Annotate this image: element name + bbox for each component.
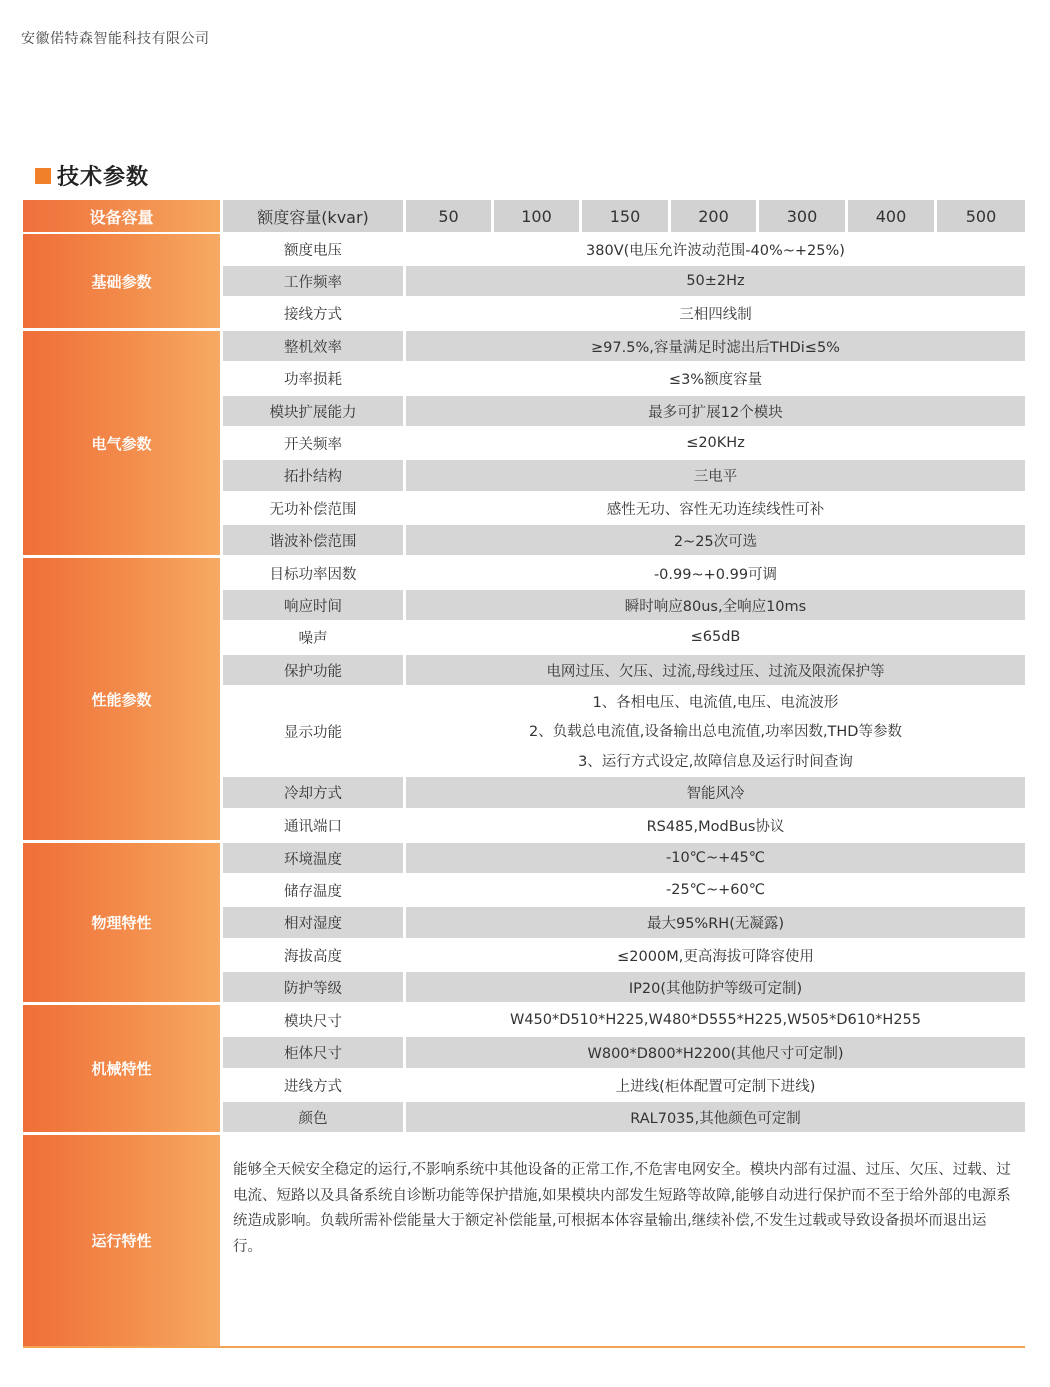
row-value: RS485,ModBus协议 [646, 818, 785, 835]
capacity-cell: 200 [671, 200, 756, 232]
header-category: 设备容量 [23, 200, 220, 232]
row-label: 功率损耗 [284, 371, 342, 388]
row-label: 噪声 [298, 630, 328, 647]
row-value: 智能风冷 [406, 777, 1025, 808]
operation-description: 能够全天候安全稳定的运行,不影响系统中其他设备的正常工作,不危害电网安全。模块内部有过温、过压、欠压、过载、过电流、短路以及具备系统自诊断功能等保护措施,如果模块内部发生短路等故障,能够自动进行保护而不至于给外部的电源系统造成影响。负载所需补偿能量大于额定补偿能量,可根据本体容量输出,继续补偿,不发生过载或导致设备损坏而退出运行。 [233, 1162, 1011, 1255]
row-value: W450*D510*H225,W480*D555*H225,W505*D610*H255 [509, 1012, 922, 1028]
row-value: IP20(其他防护等级可定制) [406, 972, 1025, 1002]
group-electrical: 电气参数 [23, 331, 220, 555]
section-title [35, 160, 149, 191]
group-physical: 物理特性 [23, 843, 220, 1002]
row-value: 电网过压、欠压、过流,母线过压、过流及限流保护等 [406, 655, 1025, 685]
row-label: 通讯端口 [284, 818, 342, 835]
section-title-text: 技术参数 [57, 165, 150, 190]
display-line: 1、各相电压、电流值,电压、电流波形 [592, 695, 839, 712]
row-value: ≥97.5%,容量满足时滤出后THDi≤5% [406, 331, 1025, 361]
capacity-cell: 150 [582, 200, 668, 232]
row-label: 储存温度 [284, 883, 342, 900]
company-name: 安徽偌特森智能科技有限公司 [21, 31, 210, 47]
row-label: 防护等级 [223, 972, 403, 1002]
row-value: 上进线(柜体配置可定制下进线) [615, 1078, 816, 1095]
capacity-cell: 50 [406, 200, 491, 232]
row-value: -25℃~+60℃ [665, 882, 765, 898]
row-value: 三电平 [406, 460, 1025, 491]
row-value-multiline [406, 687, 1025, 775]
row-value: -10℃~+45℃ [406, 843, 1025, 873]
row-value: -0.99~+0.99可调 [653, 566, 778, 583]
row-label: 进线方式 [284, 1078, 342, 1095]
row-value: 三相四线制 [679, 306, 752, 323]
row-value: 380V(电压允许波动范围-40%~+25%) [586, 242, 845, 259]
row-value: 2~25次可选 [406, 525, 1025, 555]
row-label: 目标功率因数 [269, 566, 357, 583]
row-label: 颜色 [223, 1102, 403, 1132]
group-performance: 性能参数 [23, 558, 220, 840]
row-value: ≤20KHz [686, 435, 745, 451]
header-capacity-label: 额度容量(kvar) [223, 200, 403, 232]
row-value: ≤3%额度容量 [668, 371, 763, 388]
row-label: 模块扩展能力 [223, 396, 403, 426]
row-label: 显示功能 [284, 724, 342, 741]
row-label: 工作频率 [223, 266, 403, 296]
row-label: 接线方式 [284, 306, 342, 323]
table-bottom-rule [23, 1346, 1025, 1348]
row-value: ≤2000M,更高海拔可降容使用 [617, 948, 814, 965]
row-label: 冷却方式 [223, 777, 403, 808]
row-label: 环境温度 [223, 843, 403, 873]
row-label: 相对湿度 [223, 907, 403, 938]
row-label: 整机效率 [223, 331, 403, 361]
row-label: 拓扑结构 [223, 460, 403, 491]
display-line: 2、负载总电流值,设备输出总电流值,功率因数,THD等参数 [529, 724, 902, 741]
row-value: W800*D800*H2200(其他尺寸可定制) [406, 1037, 1025, 1068]
row-value: 瞬时响应80us,全响应10ms [406, 590, 1025, 620]
capacity-cell: 100 [494, 200, 579, 232]
display-line: 3、运行方式设定,故障信息及运行时间查询 [578, 753, 853, 770]
row-value: RAL7035,其他颜色可定制 [406, 1102, 1025, 1132]
row-label: 保护功能 [223, 655, 403, 685]
capacity-cell: 400 [848, 200, 934, 232]
capacity-cell: 300 [759, 200, 845, 232]
row-value: 最多可扩展12个模块 [406, 396, 1025, 426]
row-value: 50±2Hz [406, 266, 1025, 296]
row-label: 谐波补偿范围 [223, 525, 403, 555]
row-label: 模块尺寸 [284, 1013, 342, 1030]
row-label: 开关频率 [284, 436, 342, 453]
row-label: 额度电压 [284, 242, 342, 259]
capacity-cell: 500 [937, 200, 1025, 232]
group-basic: 基础参数 [23, 234, 220, 328]
row-label: 响应时间 [223, 590, 403, 620]
group-operation: 运行特性 [23, 1135, 220, 1346]
row-label: 海拔高度 [284, 948, 342, 965]
group-mechanical: 机械特性 [23, 1005, 220, 1132]
row-value: ≤65dB [690, 629, 741, 645]
row-value: 最大95%RH(无凝露) [406, 907, 1025, 938]
section-marker-icon [35, 168, 51, 184]
row-label: 柜体尺寸 [223, 1037, 403, 1068]
row-label: 无功补偿范围 [269, 501, 357, 518]
row-value: 感性无功、容性无功连续线性可补 [606, 501, 825, 518]
